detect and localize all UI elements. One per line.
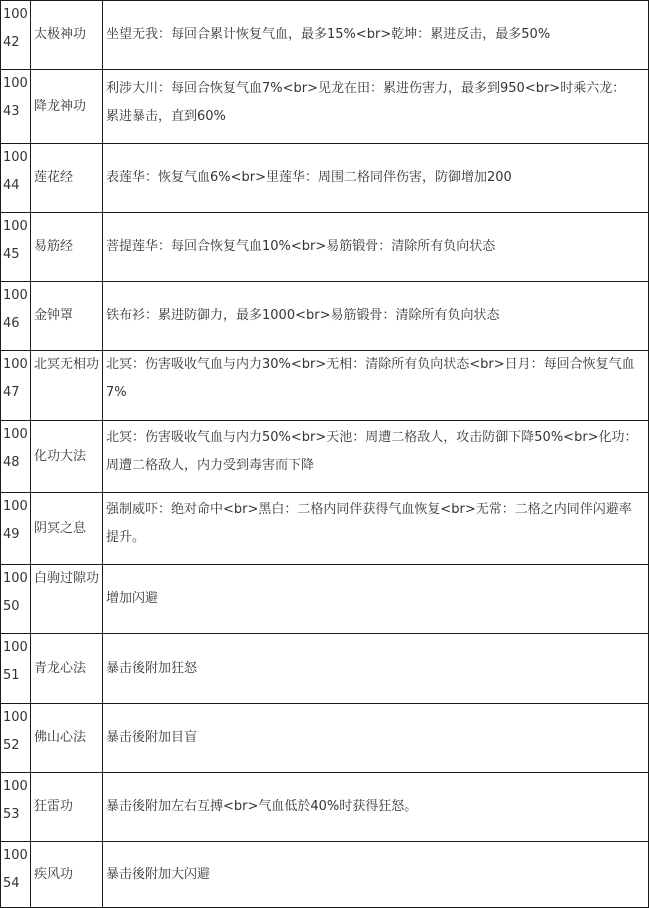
skill-effect: 暴击後附加大闪避 <box>103 842 649 908</box>
skill-id-suffix: 44 <box>3 178 20 193</box>
skill-effect: 表莲华：恢复气血6%<br>里莲华：周围二格同伴伤害，防御增加200 <box>103 144 649 213</box>
skill-effect: 坐望无我：每回合累计恢复气血，最多15%<br>乾坤：累进反击，最多50% <box>103 1 649 70</box>
skill-id-suffix: 51 <box>3 668 20 683</box>
skill-effect: 铁布衫：累进防御力，最多1000<br>易筋锻骨：清除所有负向状态 <box>103 282 649 351</box>
skill-id-prefix: 100 <box>3 499 28 514</box>
skill-id-suffix: 54 <box>3 876 20 891</box>
skill-name: 佛山心法 <box>31 704 103 773</box>
table-row <box>1 565 649 634</box>
table-row <box>1 704 649 773</box>
skill-id-prefix: 100 <box>3 150 28 165</box>
skill-id-suffix: 53 <box>3 807 20 822</box>
table-row <box>1 282 649 351</box>
skill-id-cell <box>1 213 31 282</box>
skill-id-prefix: 100 <box>3 288 28 303</box>
skill-effect: 增加闪避 <box>103 565 649 634</box>
skill-id-suffix: 47 <box>3 385 20 400</box>
skill-id-cell <box>1 634 31 704</box>
table-row <box>1 634 649 704</box>
skill-id-cell <box>1 773 31 842</box>
skill-id-cell <box>1 282 31 351</box>
skill-id-cell <box>1 842 31 908</box>
skill-id-cell <box>1 421 31 493</box>
skill-effect: 菩提莲华：每回合恢复气血10%<br>易筋锻骨：清除所有负向状态 <box>103 213 649 282</box>
skill-id-suffix: 45 <box>3 247 20 262</box>
skill-id-prefix: 100 <box>3 7 28 22</box>
skill-name: 金钟罩 <box>31 282 103 351</box>
skill-id-cell <box>1 704 31 773</box>
table-row <box>1 1 649 70</box>
skill-id-suffix: 46 <box>3 316 20 331</box>
skill-id-prefix: 100 <box>3 848 28 863</box>
skill-id-cell <box>1 565 31 634</box>
skill-name: 阴冥之息 <box>31 493 103 565</box>
skill-id-cell <box>1 144 31 213</box>
skill-id-prefix: 100 <box>3 710 28 725</box>
skill-id-suffix: 50 <box>3 599 20 614</box>
table-row <box>1 493 649 565</box>
table-row <box>1 773 649 842</box>
skill-effect: 暴击後附加目盲 <box>103 704 649 773</box>
skill-name: 易筋经 <box>31 213 103 282</box>
skill-id-suffix: 49 <box>3 527 20 542</box>
table-row <box>1 70 649 144</box>
skill-id-prefix: 100 <box>3 571 28 586</box>
skill-effect: 北冥：伤害吸收气血与内力50%<br>天池：周遭二格敌人，攻击防御下降50%<br>化功：周遭二格敌人，内力受到毒害而下降 <box>103 421 649 493</box>
skill-name: 青龙心法 <box>31 634 103 704</box>
skill-id-cell <box>1 351 31 421</box>
skill-id-suffix: 43 <box>3 104 20 119</box>
skill-name: 降龙神功 <box>31 70 103 144</box>
skill-effect: 暴击後附加狂怒 <box>103 634 649 704</box>
skill-id-prefix: 100 <box>3 76 28 91</box>
skill-id-prefix: 100 <box>3 779 28 794</box>
table-row <box>1 842 649 908</box>
skill-id-cell <box>1 493 31 565</box>
skill-id-cell <box>1 1 31 70</box>
table-row <box>1 144 649 213</box>
skill-effect: 北冥：伤害吸收气血与内力30%<br>无相：清除所有负向状态<br>日月：每回合恢复气血7% <box>103 351 649 421</box>
skill-name: 狂雷功 <box>31 773 103 842</box>
skill-id-suffix: 48 <box>3 455 20 470</box>
skill-effect: 强制威吓：绝对命中<br>黑白：二格内同伴获得气血恢复<br>无常：二格之内同伴闪避率提升。 <box>103 493 649 565</box>
skill-id-prefix: 100 <box>3 357 28 372</box>
table-row <box>1 421 649 493</box>
table-row <box>1 351 649 421</box>
skill-name: 太极神功 <box>31 1 103 70</box>
skill-name: 北冥无相功 <box>31 351 103 421</box>
skill-id-prefix: 100 <box>3 427 28 442</box>
skill-effect: 利涉大川：每回合恢复气血7%<br>见龙在田：累进伤害力，最多到950<br>时乘六龙：累进暴击，直到60% <box>103 70 649 144</box>
skill-id-suffix: 52 <box>3 738 20 753</box>
skill-effect: 暴击後附加左右互搏<br>气血低於40%时获得狂怒。 <box>103 773 649 842</box>
skill-name: 疾风功 <box>31 842 103 908</box>
skill-id-prefix: 100 <box>3 219 28 234</box>
skill-id-suffix: 42 <box>3 35 20 50</box>
skill-id-cell <box>1 70 31 144</box>
skill-id-prefix: 100 <box>3 640 28 655</box>
skill-name: 白驹过隙功 <box>31 565 103 634</box>
table-row <box>1 213 649 282</box>
skill-name: 莲花经 <box>31 144 103 213</box>
skill-name: 化功大法 <box>31 421 103 493</box>
